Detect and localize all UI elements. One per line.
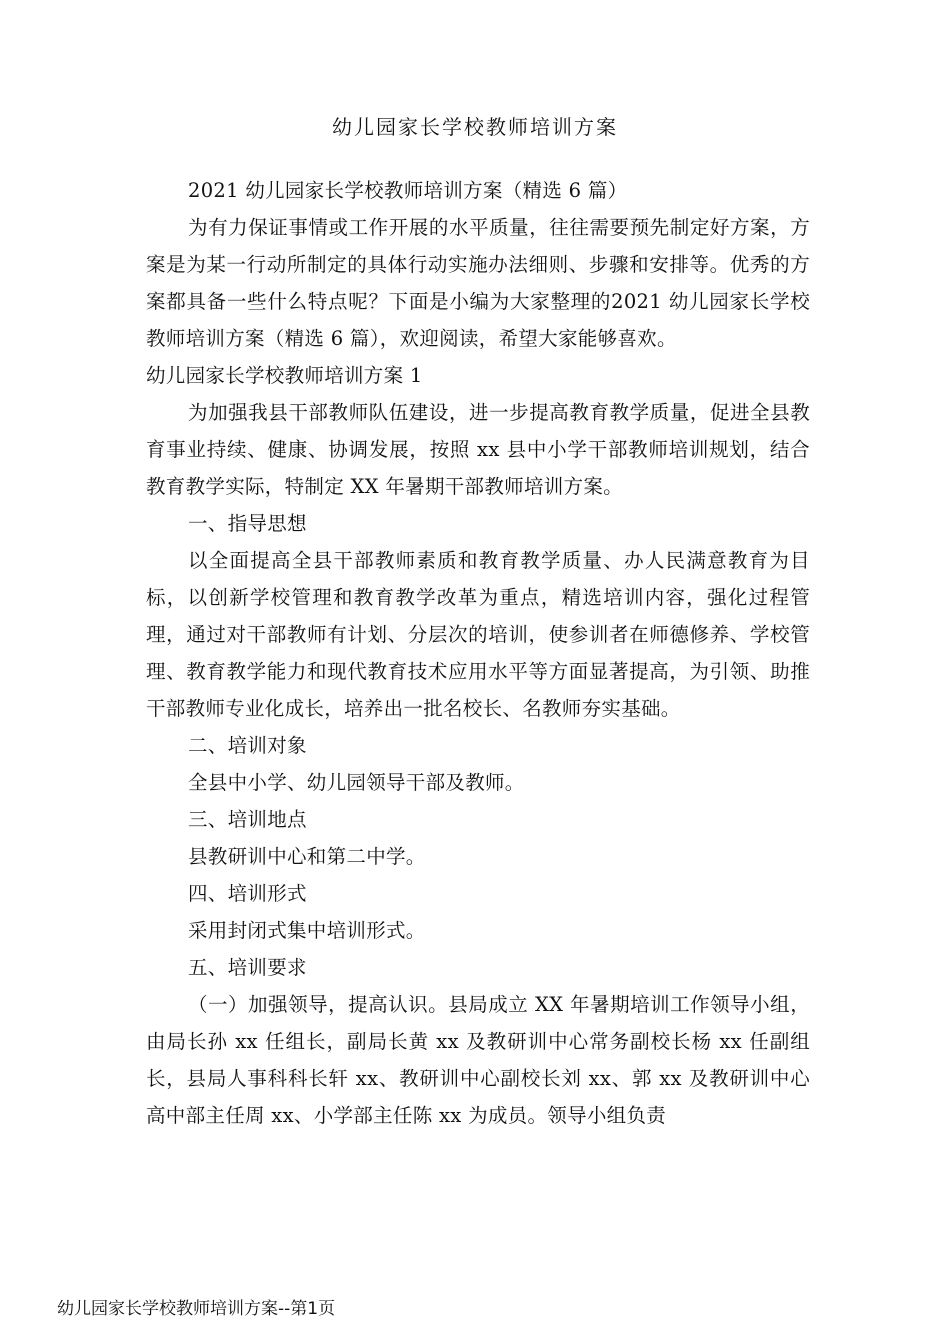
heading-training-requirements: 五、培训要求: [188, 956, 307, 979]
heading-guiding-ideology: 一、指导思想: [188, 512, 307, 535]
paragraph-4: 以全面提高全县干部教师素质和教育教学质量、办人民满意教育为目标，以创新学校管理和教育教学改革为重点，精选培训内容，强化过程管理，通过对干部教师有计划、分层次的培训，使参训者在师德修养、学校管理、教育教学能力和现代教育技术应用水平等方面显著提高，为引领、助推干部教师专业化成长，培养出一批名校长、名教师夯实基础。: [146, 549, 810, 720]
document-title: 幼儿园家长学校教师培训方案: [332, 115, 618, 139]
page-footer: 幼儿园家长学校教师培训方案--第1页: [57, 1299, 336, 1319]
paragraph-6: 县教研训中心和第二中学。: [188, 845, 426, 868]
section-heading-plan-1: 幼儿园家长学校教师培训方案 1: [146, 364, 423, 387]
paragraph-1: 2021 幼儿园家长学校教师培训方案（精选 6 篇）: [188, 179, 628, 202]
heading-training-format: 四、培训形式: [188, 882, 307, 905]
paragraph-8: （一）加强领导，提高认识。县局成立 XX 年暑期培训工作领导小组，由局长孙 xx 任组长，副局长黄 xx 及教研训中心常务副校长杨 xx 任副组长，县局人事科科长轩 xx、教研训中心副校长刘 xx、郭 xx 及教研训中心高中部主任周 xx、小学部主任陈 xx 为成员。领导小组负责: [146, 993, 810, 1127]
heading-training-targets: 二、培训对象: [188, 734, 307, 757]
paragraph-2: 为有力保证事情或工作开展的水平质量，往往需要预先制定好方案，方案是为某一行动所制定的具体行动实施办法细则、步骤和安排等。优秀的方案都具备一些什么特点呢？下面是小编为大家整理的2021 幼儿园家长学校教师培训方案（精选 6 篇），欢迎阅读，希望大家能够喜欢。: [146, 216, 810, 350]
heading-training-location: 三、培训地点: [188, 808, 307, 831]
document-body: [146, 172, 810, 1134]
paragraph-5: 全县中小学、幼儿园领导干部及教师。: [188, 771, 525, 794]
paragraph-3: 为加强我县干部教师队伍建设，进一步提高教育教学质量，促进全县教育事业持续、健康、协调发展，按照 xx 县中小学干部教师培训规划，结合教育教学实际，特制定 XX 年暑期干部教师培训方案。: [146, 401, 810, 498]
paragraph-7: 采用封闭式集中培训形式。: [188, 919, 426, 942]
